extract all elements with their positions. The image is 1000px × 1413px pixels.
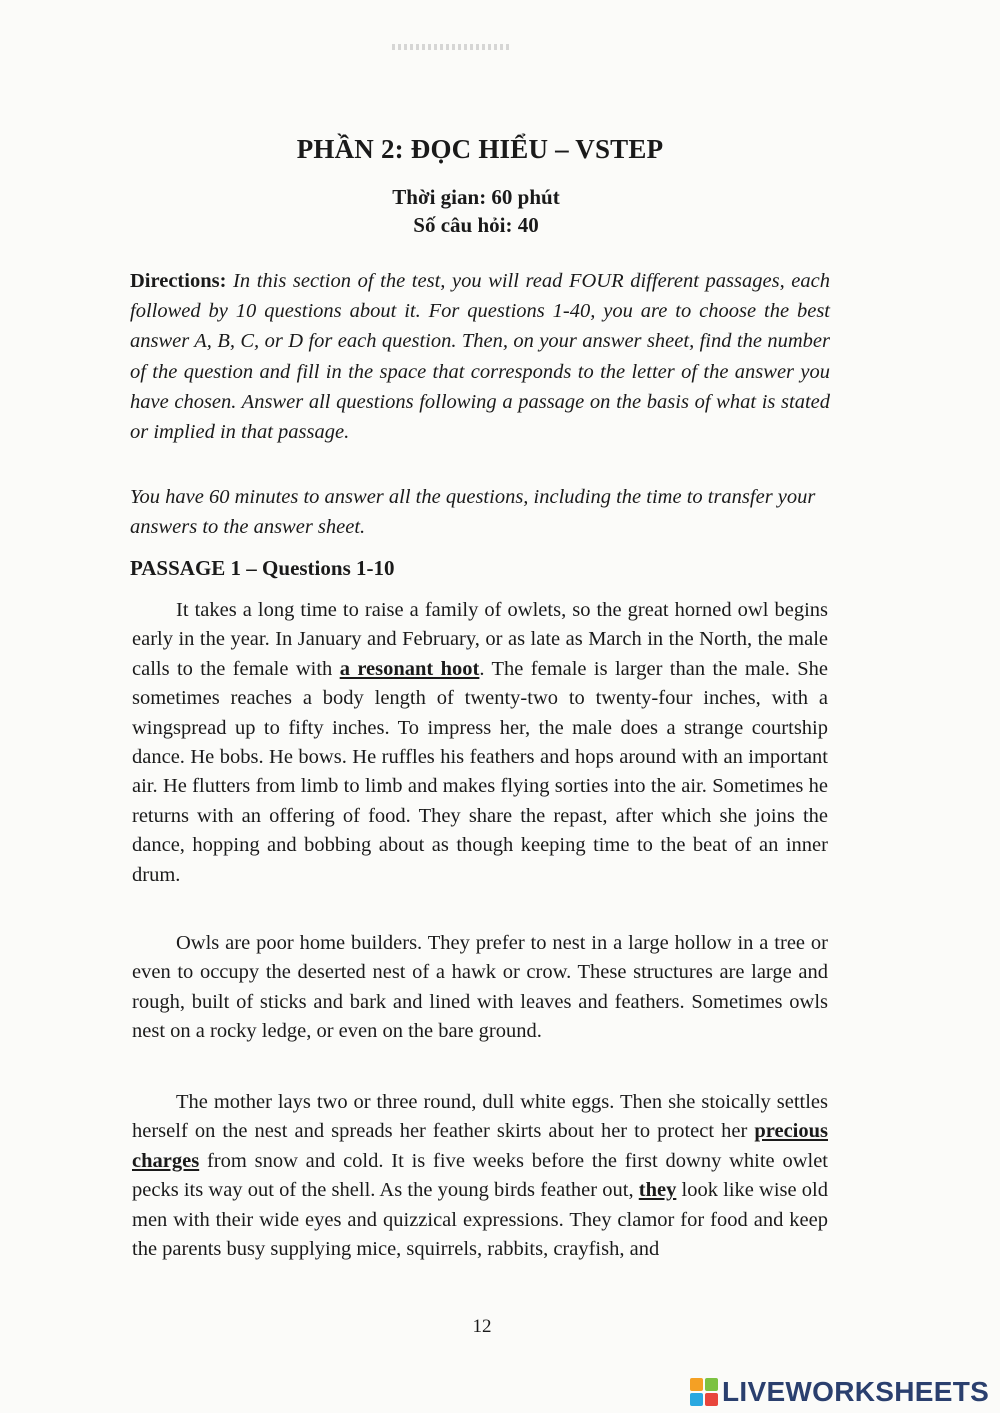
- paragraph-text: The mother lays two or three round, dull white eggs. Then she stoically settles herself on the nest and spreads her feather skirts about her to protect her: [132, 1091, 828, 1143]
- passage-heading: PASSAGE 1 – Questions 1-10: [130, 556, 395, 580]
- highlighted-word-they: they: [638, 1179, 677, 1202]
- question-count: Số câu hỏi: 40: [413, 213, 539, 237]
- directions-label: Directions:: [130, 270, 227, 292]
- paragraph-text: from snow and cold. It is five weeks before the first downy white owlet pecks its way out of the shell. As the young birds feather out,: [132, 1149, 828, 1202]
- directions-block: [130, 266, 830, 447]
- brand-name: LIVEWORKSHEETS: [722, 1376, 990, 1407]
- time-note: You have 60 minutes to answer all the questions, including the time to transfer your answers to the answer sheet.: [130, 486, 816, 539]
- liveworksheets-logo-icon: [690, 1378, 718, 1406]
- highlighted-phrase-precious-charges: precious charges: [132, 1120, 828, 1172]
- directions-text: In this section of the test, you will read FOUR different passages, each followed by 10 questions about it. For questions 1-40, you are to choose the best answer A, B, C, or D for each question. Then, on your answer sheet, find the number of the question and fill in the space that corresponds to the letter of the answer you have chosen. Answer all questions following a passage on the basis of what is stated or implied in that passage.: [130, 270, 830, 444]
- liveworksheets-brand: [690, 1376, 989, 1408]
- page-number: 12: [472, 1316, 492, 1337]
- time-limit: Thời gian: 60 phút: [392, 185, 560, 209]
- passage-paragraph-2: Owls are poor home builders. They prefer to nest in a large hollow in a tree or even to occupy the deserted nest of a hawk or crow. These structures are large and rough, built of sticks and bark and lined with leaves and feathers. Sometimes owls nest on a rocky ledge, or even on the bare ground.: [132, 932, 828, 1043]
- passage-paragraph-1: [132, 596, 828, 890]
- highlighted-phrase-resonant-hoot: a resonant hoot: [339, 657, 480, 680]
- paragraph-text: . The female is larger than the male. She sometimes reaches a body length of twenty-two to twenty-four inches, with a wingspread up to fifty inches. To impress her, the male does a strange courtship dance. He bobs. He bows. He ruffles his feathers and hops around with an important air. He flutters from limb to limb and makes flying sorties into the air. Sometimes he returns with an offering of food. They share the repast, after which she joins the dance, hopping and bobbing about as though keeping time to the beat of an inner drum.: [132, 657, 828, 886]
- passage-paragraph-3: [132, 1088, 828, 1264]
- scan-artifact: [392, 44, 510, 50]
- paragraph-text: It takes a long time to raise a family of owlets, so the great horned owl begins early in the year. In January and February, or as late as March in the North, the male calls to the female with: [132, 599, 828, 680]
- section-title: PHẦN 2: ĐỌC HIỂU – VSTEP: [296, 134, 664, 164]
- paragraph-text: look like wise old men with their wide eyes and quizzical expressions. They clamor for food and keep the parents busy supplying mice, squirrels, rabbits, crayfish, and: [132, 1179, 828, 1261]
